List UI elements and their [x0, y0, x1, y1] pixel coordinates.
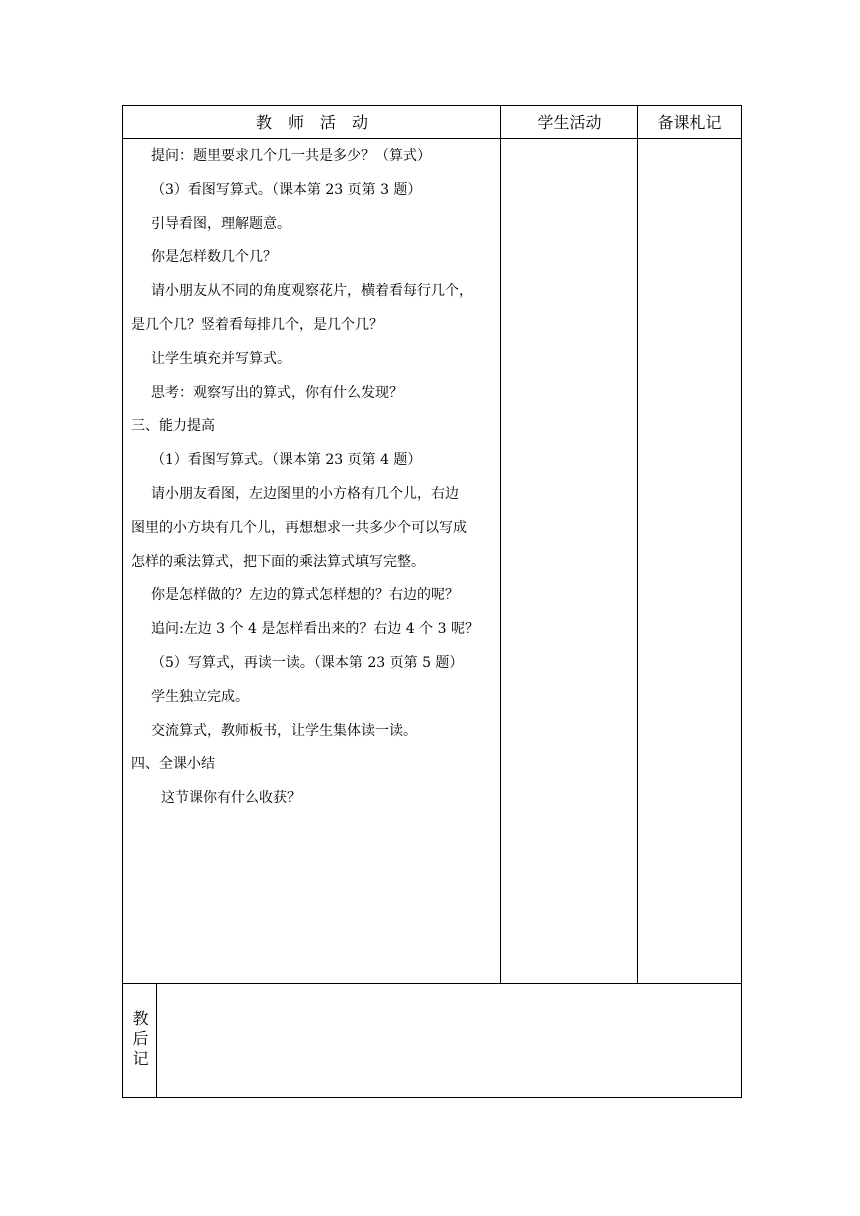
teacher-line: （5）写算式，再读一读。（课本第 23 页第 5 题）	[151, 654, 464, 671]
afterword-divider	[156, 983, 157, 1097]
section-heading: 三、能力提高	[131, 418, 215, 435]
teacher-line: 这节课你有什么收获？	[161, 790, 301, 807]
teacher-line: 交流算式，教师板书，让学生集体读一读。	[151, 722, 417, 739]
teacher-line: 你是怎样做的？左边的算式怎样想的？右边的呢？	[151, 587, 459, 604]
teacher-line: （3）看图写算式。（课本第 23 页第 3 题）	[151, 181, 422, 198]
lesson-plan-table	[122, 105, 742, 1098]
teacher-line: 怎样的乘法算式，把下面的乘法算式填写完整。	[131, 553, 425, 570]
teacher-line: （1）看图写算式。（课本第 23 页第 4 题）	[151, 452, 422, 469]
teacher-line: 让学生填充并写算式。	[151, 350, 291, 367]
column-divider	[500, 106, 501, 983]
teacher-line: 请小朋友从不同的角度观察花片，横着看每行几个，	[151, 283, 473, 300]
teacher-line: 追问:左边 3 个 4 是怎样看出来的？右边 4 个 3 呢？	[151, 621, 479, 638]
teacher-line: 是几个几？竖着看每排几个，是几个几？	[131, 316, 383, 333]
teacher-line: 请小朋友看图，左边图里的小方格有几个儿，右边	[151, 485, 459, 502]
teacher-line: 你是怎样数几个几？	[151, 249, 277, 266]
teacher-activity-content	[131, 140, 499, 816]
header-student-activity: 学生活动	[501, 106, 638, 139]
teacher-line: 思考：观察写出的算式，你有什么发现？	[151, 384, 403, 401]
afterword-label	[123, 983, 156, 1097]
afterword-label-text: 教后记	[130, 1010, 149, 1070]
header-teacher-activity: 教 师 活 动	[123, 106, 501, 139]
teacher-line: 学生独立完成。	[151, 688, 249, 705]
teacher-line: 引导看图，理解题意。	[151, 215, 291, 232]
header-lesson-notes: 备课札记	[638, 106, 741, 139]
teacher-line: 图里的小方块有几个儿，再想想求一共多少个可以写成	[131, 519, 467, 536]
section-heading: 四、全课小结	[131, 756, 215, 773]
row-divider	[123, 983, 741, 984]
column-divider	[637, 106, 638, 983]
teacher-line: 提问：题里要求几个几一共是多少？（算式）	[151, 148, 431, 164]
